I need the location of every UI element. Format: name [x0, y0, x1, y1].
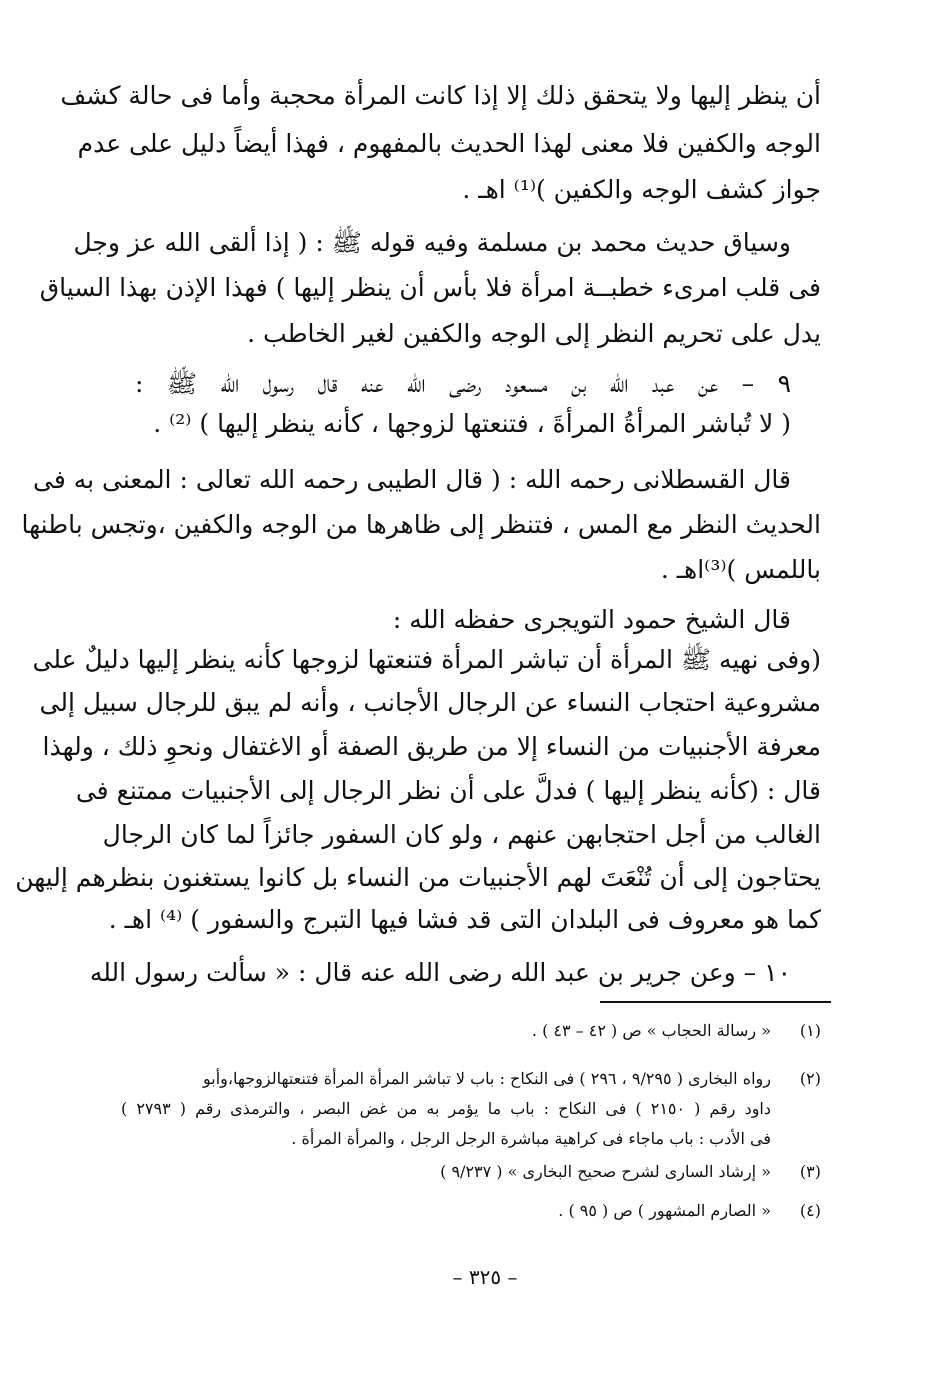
footnote-2-continuation: فى الأدب : باب ماجاء فى كراهية مباشرة الرجل الرجل ، والمرأة المرأة . — [291, 1129, 771, 1148]
footnote-text: « رسالة الحجاب » ص ( ٤٢ – ٤٣ ) . — [531, 1021, 771, 1040]
footnote-number: (١) — [799, 1021, 821, 1040]
body-line: وسياق حديث محمد بن مسلمة وفيه قوله ﷺ : ( إذا ألقى الله عز وجل — [73, 228, 791, 257]
hadith-line: ٩ – عن عبد الله بن مسعود رضى الله عنه قال رسول الله ﷺ : — [135, 369, 791, 398]
body-line: باللمس )⁽³⁾اهـ . — [660, 555, 821, 584]
footnote-text: « الصارم المشهور ) ص ( ٩٥ ) . — [558, 1201, 771, 1220]
footnote-number: (٣) — [799, 1162, 821, 1181]
body-line: جواز كشف الوجه والكفين )⁽¹⁾ اهـ . — [462, 175, 821, 204]
quote-line: الغالب من أجل احتجابهن عنهم ، ولو كان السفور جائزاً لما كان الرجال — [102, 820, 821, 849]
body-line: قال القسطلانى رحمه الله : ( قال الطيبى رحمه الله تعالى : المعنى به فى — [33, 465, 791, 494]
body-line: أن ينظر إليها ولا يتحقق ذلك إلا إذا كانت المرأة محجبة وأما فى حالة كشف — [60, 81, 821, 110]
quote-line: (وفى نهيه ﷺ المرأة أن تباشر المرأة فتنعتها لزوجها كأنه ينظر إليها دليلٌ على — [32, 645, 821, 674]
hadith-line: ( لا تُباشر المرأةُ المرأةَ ، فتنعتها لزوجها ، كأنه ينظر إليها ) ⁽²⁾ . — [153, 409, 791, 438]
body-line: قال الشيخ حمود التويجرى حفظه الله : — [392, 605, 791, 634]
footnote-number: (٤) — [799, 1201, 821, 1220]
footnote-text: « إرشاد السارى لشرح صحيح البخارى » ( ٩/٢٣٧ ) — [440, 1162, 771, 1181]
footnote-2 — [121, 1066, 821, 1094]
body-line: ١٠ – وعن جرير بن عبد الله رضى الله عنه قال : « سألت رسول الله — [89, 958, 791, 987]
body-line: الوجه والكفين فلا معنى لهذا الحديث بالمفهوم ، فهذا أيضاً دليل على عدم — [77, 129, 821, 158]
quote-line: معرفة الأجنبيات من النساء إلا من طريق الصفة أو الاغتفال ونحوِ ذلك ، ولهذا — [42, 732, 821, 761]
footnote-3 — [121, 1159, 821, 1187]
footnote-1 — [121, 1018, 821, 1046]
footnote-number: (٢) — [799, 1069, 821, 1088]
footnote-2-continuation: داود رقم ( ٢١٥٠ ) فى النكاح : باب ما يؤمر به من غض البصر ، والترمذى رقم ( ٢٧٩٣ ) — [121, 1099, 771, 1118]
footnote-text: رواه البخارى ( ٩/٢٩٥ ، ٢٩٦ ) فى النكاح : باب لا تباشر المرأة المرأة فتنعتهالزوجها،وأبو — [202, 1069, 771, 1088]
page-number: – ٣٢٥ – — [452, 1265, 518, 1289]
quote-line: قال : (كأنه ينظر إليها ) فدلَّ على أن نظر الرجال إلى الأجنبيات ممتنع فى — [75, 776, 821, 805]
body-line: الحديث النظر مع المس ، فتنظر إلى ظاهرها من الوجه والكفين ،وتجس باطنها — [21, 510, 821, 539]
quote-line: يحتاجون إلى أن تُنْعَتَ لهم الأجنبيات من النساء بل كانوا يستغنون بنظرهم إليهن — [15, 863, 821, 892]
quote-line: مشروعية احتجاب النساء عن الرجال الأجانب ، وأنه لم يبق للرجال سبيل إلى — [39, 688, 821, 717]
footnote-separator — [600, 1001, 831, 1003]
quote-line: كما هو معروف فى البلدان التى قد فشا فيها التبرج والسفور ) ⁽⁴⁾ اهـ . — [108, 905, 821, 934]
footnote-4 — [121, 1198, 821, 1226]
body-line: فى قلب امرىء خطبــة امرأة فلا بأس أن ينظر إليها ) فهذا الإذن بهذا السياق — [39, 273, 821, 302]
body-line: يدل على تحريم النظر إلى الوجه والكفين لغير الخاطب . — [247, 319, 821, 348]
